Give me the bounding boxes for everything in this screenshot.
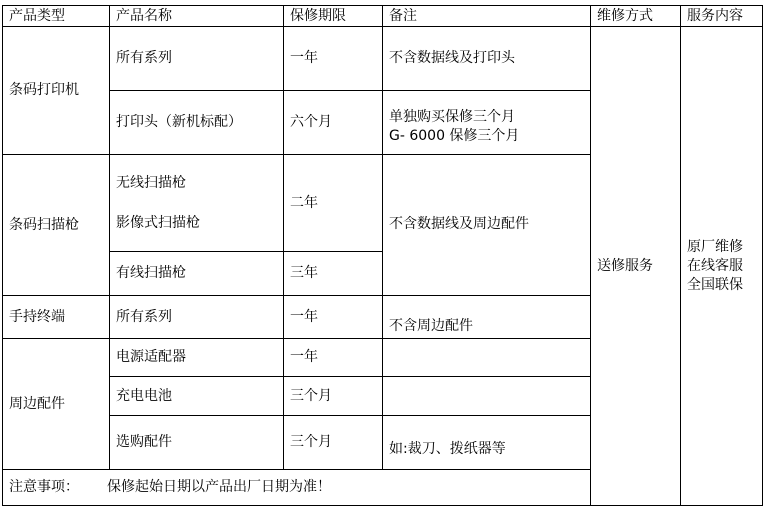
header-service-content: 服务内容 bbox=[681, 6, 763, 27]
warranty-period-cell: 三个月 bbox=[284, 416, 383, 470]
product-name-cell: 所有系列 bbox=[110, 27, 284, 91]
remarks-cell bbox=[383, 377, 591, 416]
product-name-cell: 充电电池 bbox=[110, 377, 284, 416]
service-item: 全国联保 bbox=[687, 276, 743, 293]
warranty-period-cell: 一年 bbox=[284, 296, 383, 339]
remarks-cell: 不含数据线及打印头 bbox=[383, 27, 591, 91]
remarks-cell: 如:裁刀、拨纸器等 bbox=[383, 416, 591, 470]
warranty-table bbox=[2, 5, 763, 506]
header-repair-method: 维修方式 bbox=[591, 6, 681, 27]
product-name-cell: 有线扫描枪 bbox=[110, 252, 284, 296]
header-warranty-period: 保修期限 bbox=[284, 6, 383, 27]
warranty-period-cell: 一年 bbox=[284, 27, 383, 91]
remarks-line: 单独购买保修三个月 bbox=[389, 108, 515, 125]
product-name-cell: 选购配件 bbox=[110, 416, 284, 470]
remarks-line: G- 6000 保修三个月 bbox=[389, 127, 520, 144]
notice-cell bbox=[3, 470, 763, 506]
type-handheld: 手持终端 bbox=[3, 296, 110, 339]
warranty-period-cell: 三个月 bbox=[284, 377, 383, 416]
header-row bbox=[3, 6, 763, 27]
warranty-period-cell: 二年 bbox=[284, 155, 383, 252]
product-name-cell: 所有系列 bbox=[110, 296, 284, 339]
product-name-cell bbox=[110, 155, 284, 252]
notice-label: 注意事项： bbox=[9, 479, 79, 495]
warranty-period-cell: 六个月 bbox=[284, 91, 383, 155]
notice-row bbox=[3, 470, 763, 506]
type-accessories: 周边配件 bbox=[3, 339, 110, 470]
product-name-cell: 电源适配器 bbox=[110, 339, 284, 377]
product-name-line: 影像式扫描枪 bbox=[116, 214, 200, 231]
remarks-cell bbox=[383, 339, 591, 377]
warranty-period-cell: 三年 bbox=[284, 252, 383, 296]
table-row bbox=[3, 27, 763, 91]
remarks-cell: 不含数据线及周边配件 bbox=[383, 155, 591, 296]
warranty-period-cell: 一年 bbox=[284, 339, 383, 377]
header-remarks: 备注 bbox=[383, 6, 591, 27]
service-item: 在线客服 bbox=[687, 257, 743, 274]
remarks-cell bbox=[383, 91, 591, 155]
product-name-cell: 打印头（新机标配） bbox=[110, 91, 284, 155]
service-item: 原厂维修 bbox=[687, 238, 743, 255]
repair-method-cell: 送修服务 bbox=[591, 27, 681, 506]
service-content-cell bbox=[681, 27, 763, 506]
header-product-name: 产品名称 bbox=[110, 6, 284, 27]
type-printer: 条码打印机 bbox=[3, 27, 110, 155]
type-scanner: 条码扫描枪 bbox=[3, 155, 110, 296]
remarks-cell: 不含周边配件 bbox=[383, 296, 591, 339]
product-name-line: 无线扫描枪 bbox=[116, 174, 186, 191]
header-product-type: 产品类型 bbox=[3, 6, 110, 27]
notice-text: 保修起始日期以产品出厂日期为准！ bbox=[107, 479, 331, 495]
